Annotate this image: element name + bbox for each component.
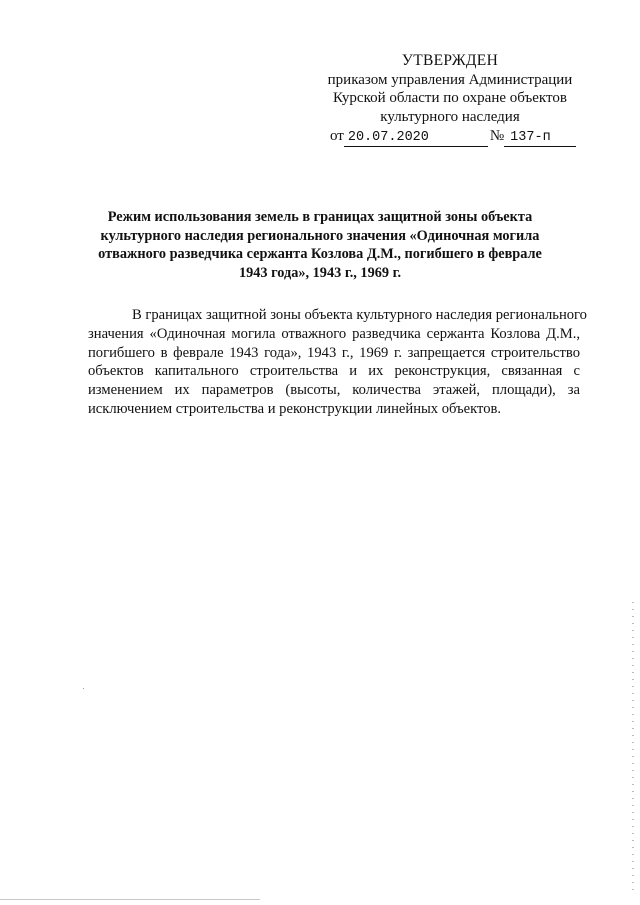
number-prefix: №: [489, 128, 505, 144]
approval-line-1: приказом управления Администрации: [327, 71, 573, 88]
body-line-1: В границах защитной зоны объекта культурного наследия регионального: [132, 307, 587, 323]
approval-stamp: [300, 52, 600, 147]
order-date: 20.07.2020: [344, 130, 488, 147]
title-line-1: Режим использования земель в границах защитной зоны объекта: [107, 209, 533, 225]
scan-edge-artifact: [632, 602, 634, 892]
scan-speck: [83, 688, 84, 689]
date-prefix: от: [330, 128, 344, 144]
approval-line-2: Курской области по охране объектов: [333, 90, 567, 106]
body-line-5: изменением их параметров (высоты, количества этажей, площади), за: [88, 382, 580, 399]
document-title: [95, 208, 545, 282]
body-line-4: объектов капитального строительства и их реконструкция, связанная с: [88, 363, 580, 380]
body-line-3: погибшего в феврале 1943 года», 1943 г., 1969 г. запрещается строительство: [88, 344, 580, 361]
title-line-3: отважного разведчика сержанта Козлова Д.М., погибшего в феврале: [98, 246, 542, 262]
body-line-6: исключением строительства и реконструкции линейных объектов.: [88, 400, 502, 417]
order-date-number-line: [300, 127, 600, 147]
order-number: 137-п: [504, 130, 576, 147]
title-line-2: культурного наследия регионального значения «Одиночная могила: [100, 227, 540, 244]
body-paragraph: [88, 306, 587, 419]
body-line-2: значения «Одиночная могила отважного разведчика сержанта Козлова Д.М.,: [88, 325, 580, 342]
approval-heading: УТВЕРЖДЕН: [401, 52, 499, 69]
title-line-4: 1943 года», 1943 г., 1969 г.: [238, 264, 402, 281]
scan-bottom-line: [0, 899, 260, 900]
approval-line-3: культурного наследия: [380, 108, 520, 125]
